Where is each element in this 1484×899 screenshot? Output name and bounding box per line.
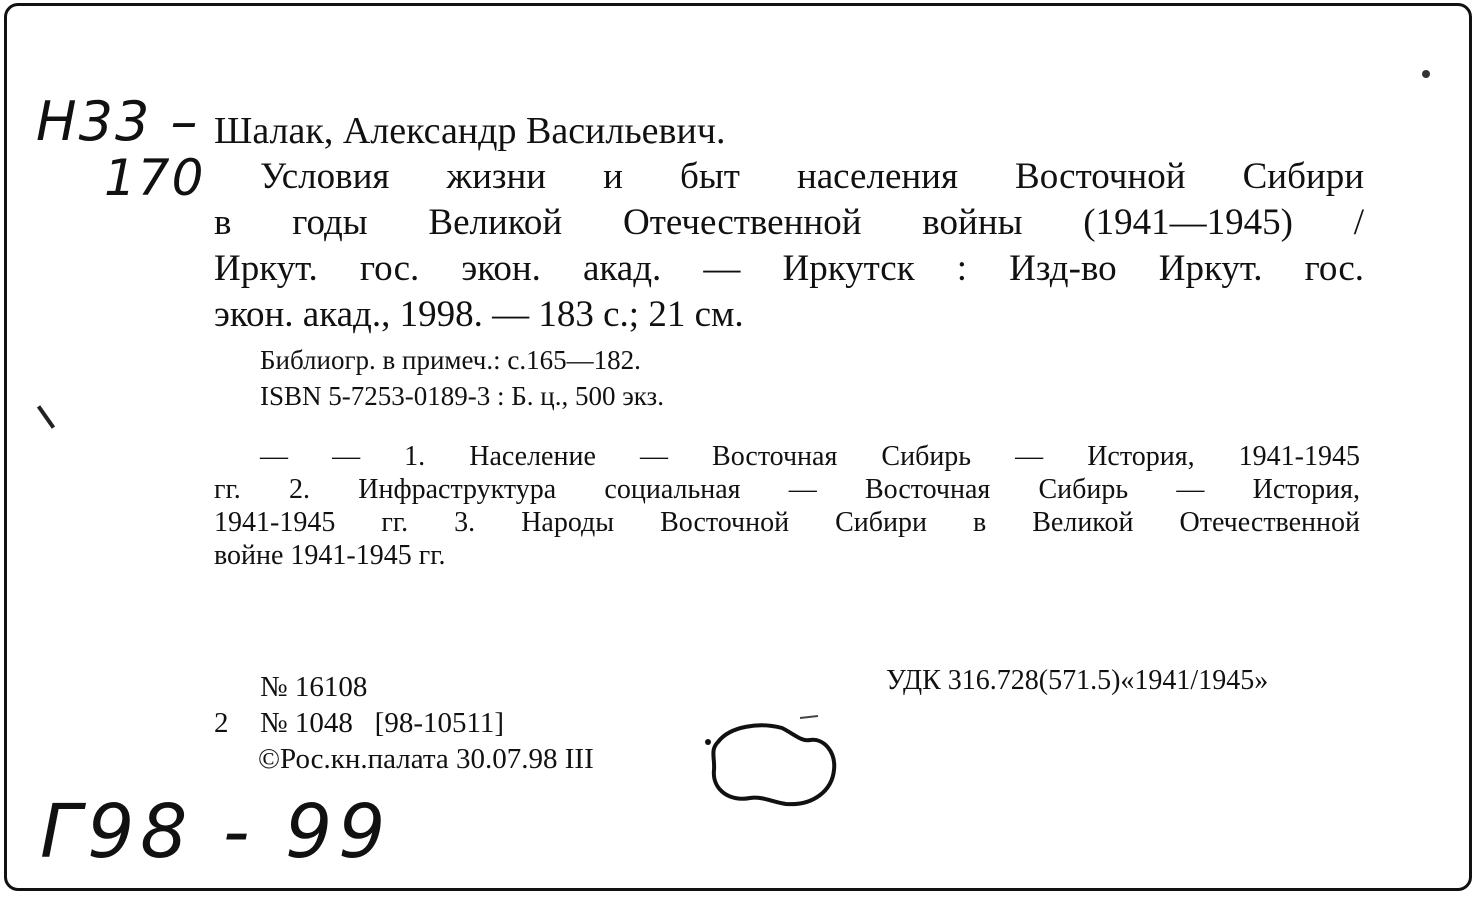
registration-number-2: № 1048 [98-10511] xyxy=(260,707,505,739)
title-line-2: в годы Великой Отечественной войны (1941—1945) / xyxy=(214,202,1364,243)
handwritten-accession-note: Г98 - 99 xyxy=(40,789,392,875)
handwritten-call-number-top: Н33 – xyxy=(36,90,200,153)
author-heading: Шалак, Александр Васильевич. xyxy=(214,110,726,152)
handwritten-call-number-bottom: 170 xyxy=(104,149,206,207)
subject-line-2: гг. 2. Инфраструктура социальная — Восточная Сибирь — История, xyxy=(214,474,1360,505)
title-line-3: Иркут. гос. экон. акад. — Иркутск : Изд-во Иркут. гос. xyxy=(214,248,1364,289)
udc-code: УДК 316.728(571.5)«1941/1945» xyxy=(886,665,1269,696)
subject-line-1: — — 1. Население — Восточная Сибирь — История, 1941-1945 xyxy=(260,441,1360,472)
title-line-1: Условия жизни и быт населения Восточной Сибири xyxy=(260,156,1364,197)
bibliography-note: Библиогр. в примеч.: с.165—182. xyxy=(260,345,641,375)
circle-stamp-mark xyxy=(690,712,850,822)
scan-speck xyxy=(1422,70,1430,78)
book-chamber-line: ©Рос.кн.палата 30.07.98 III xyxy=(258,743,594,775)
subject-headings xyxy=(214,440,1360,572)
subject-line-4: войне 1941-1945 гг. xyxy=(214,540,446,571)
title-line-4: экон. акад., 1998. — 183 с.; 21 см. xyxy=(214,294,744,335)
bibliographic-record xyxy=(214,108,1364,412)
subject-line-3: 1941-1945 гг. 3. Народы Восточной Сибири в Великой Отечественной xyxy=(214,507,1360,538)
isbn-line: ISBN 5-7253-0189-3 : Б. ц., 500 экз. xyxy=(260,381,664,411)
registration-number-2-prefix: 2 xyxy=(214,707,229,739)
registration-number-1: № 16108 xyxy=(260,671,368,703)
